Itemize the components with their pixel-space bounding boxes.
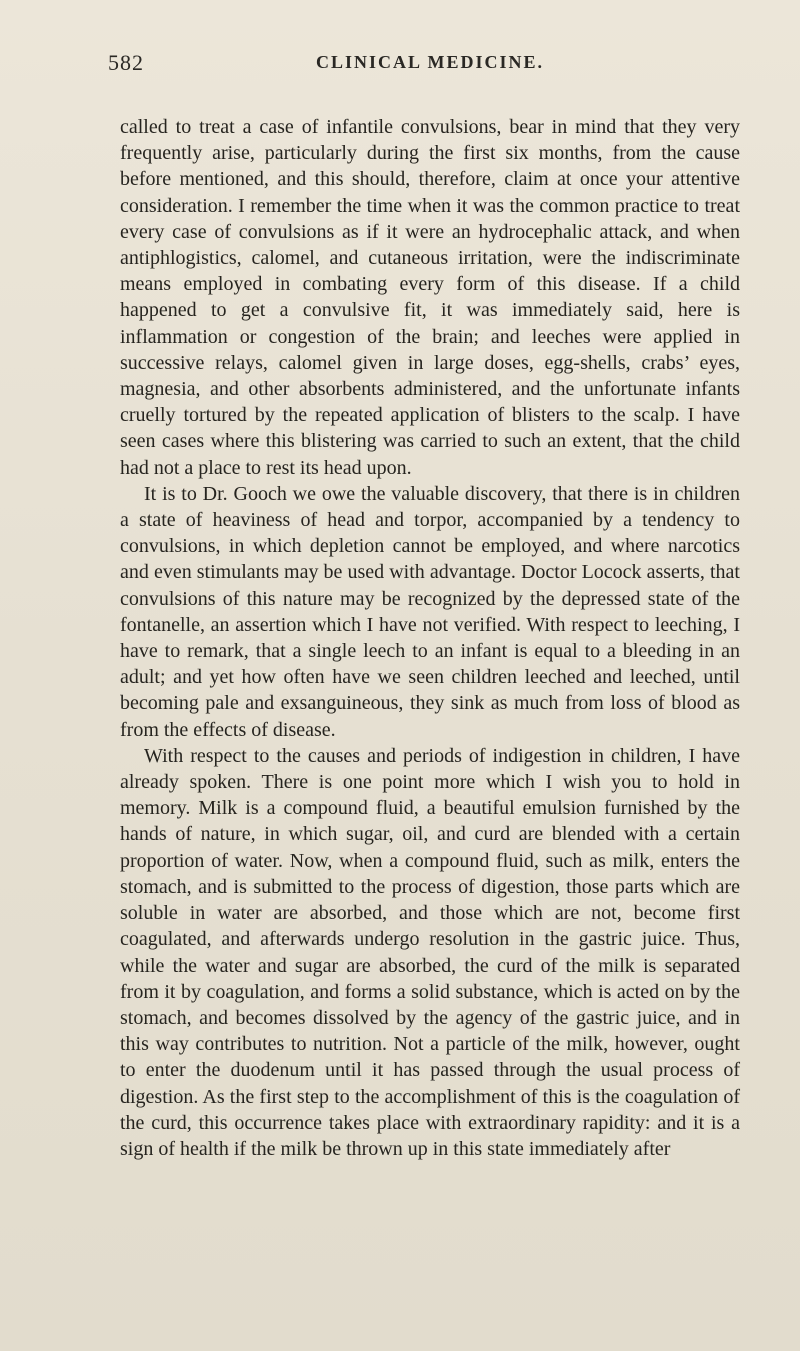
running-head: CLINICAL MEDICINE. xyxy=(316,52,545,72)
paragraph: With respect to the causes and periods of indigestion in children, I have already spoken. There is one point more which I wish you to hold in memory. Milk is a compound fluid, a beautiful emulsion furnished by the hands of nature, in which sugar, oil, and curd are blended with a certain proportion of water. Now, when a compound fluid, such as milk, enters the stomach, and is submitted to the process of digestion, those parts which are soluble in water are absorbed, and those which are not, become first coagulated, and afterwards undergo resolution in the gastric juice. Thus, while the water and sugar are absorbed, the curd of the milk is separated from it by coagulation, and forms a solid substance, which is acted on by the stomach, and becomes dissolved by the agency of the gastric juice, and in this way contributes to nutrition. Not a particle of the milk, however, ought to enter the duodenum until it has passed through the usual process of digestion. As the first step to the accomplishment of this is the coagulation of the curd, this occurrence takes place with extraordinary rapidity: and it is a sign of health if the milk be thrown up in this state immediately after xyxy=(120,744,740,1160)
page-header xyxy=(108,50,728,82)
body-text xyxy=(120,114,740,1162)
page-number: 582 xyxy=(108,50,144,75)
paragraph: called to treat a case of infantile convulsions, bear in mind that they very frequently arise, particularly during the first six months, from the cause before mentioned, and this should, therefore, claim at once your attentive consideration. I remember the time when it was the common practice to treat every case of convulsions as if it were an hydrocephalic attack, and when antiphlogistics, calomel, and cutaneous irritation, were the indiscriminate means employed in combating every form of this disease. If a child happened to get a convulsive fit, it was immediately said, here is inflammation or congestion of the brain; and leeches were applied in successive relays, calomel given in large doses, egg-shells, crabs’ eyes, magnesia, and other absorbents administered, and the unfortunate infants cruelly tortured by the repeated application of blisters to the scalp. I have seen cases where this blistering was carried to such an extent, that the child had not a place to rest its head upon. xyxy=(120,116,740,479)
paragraph: It is to Dr. Gooch we owe the valuable discovery, that there is in children a state of heaviness of head and torpor, accompanied by a tendency to convulsions, in which depletion cannot be employed, and where narcotics and even stimulants may be used with advantage. Doctor Locock asserts, that convulsions of this nature may be recognized by the depressed state of the fontanelle, an assertion which I have not verified. With respect to leeching, I have to remark, that a single leech to an infant is equal to a bleeding in an adult; and yet how often have we seen children leeched and leeched, until becoming pale and exsanguineous, they sink as much from loss of blood as from the effects of disease. xyxy=(120,482,740,741)
